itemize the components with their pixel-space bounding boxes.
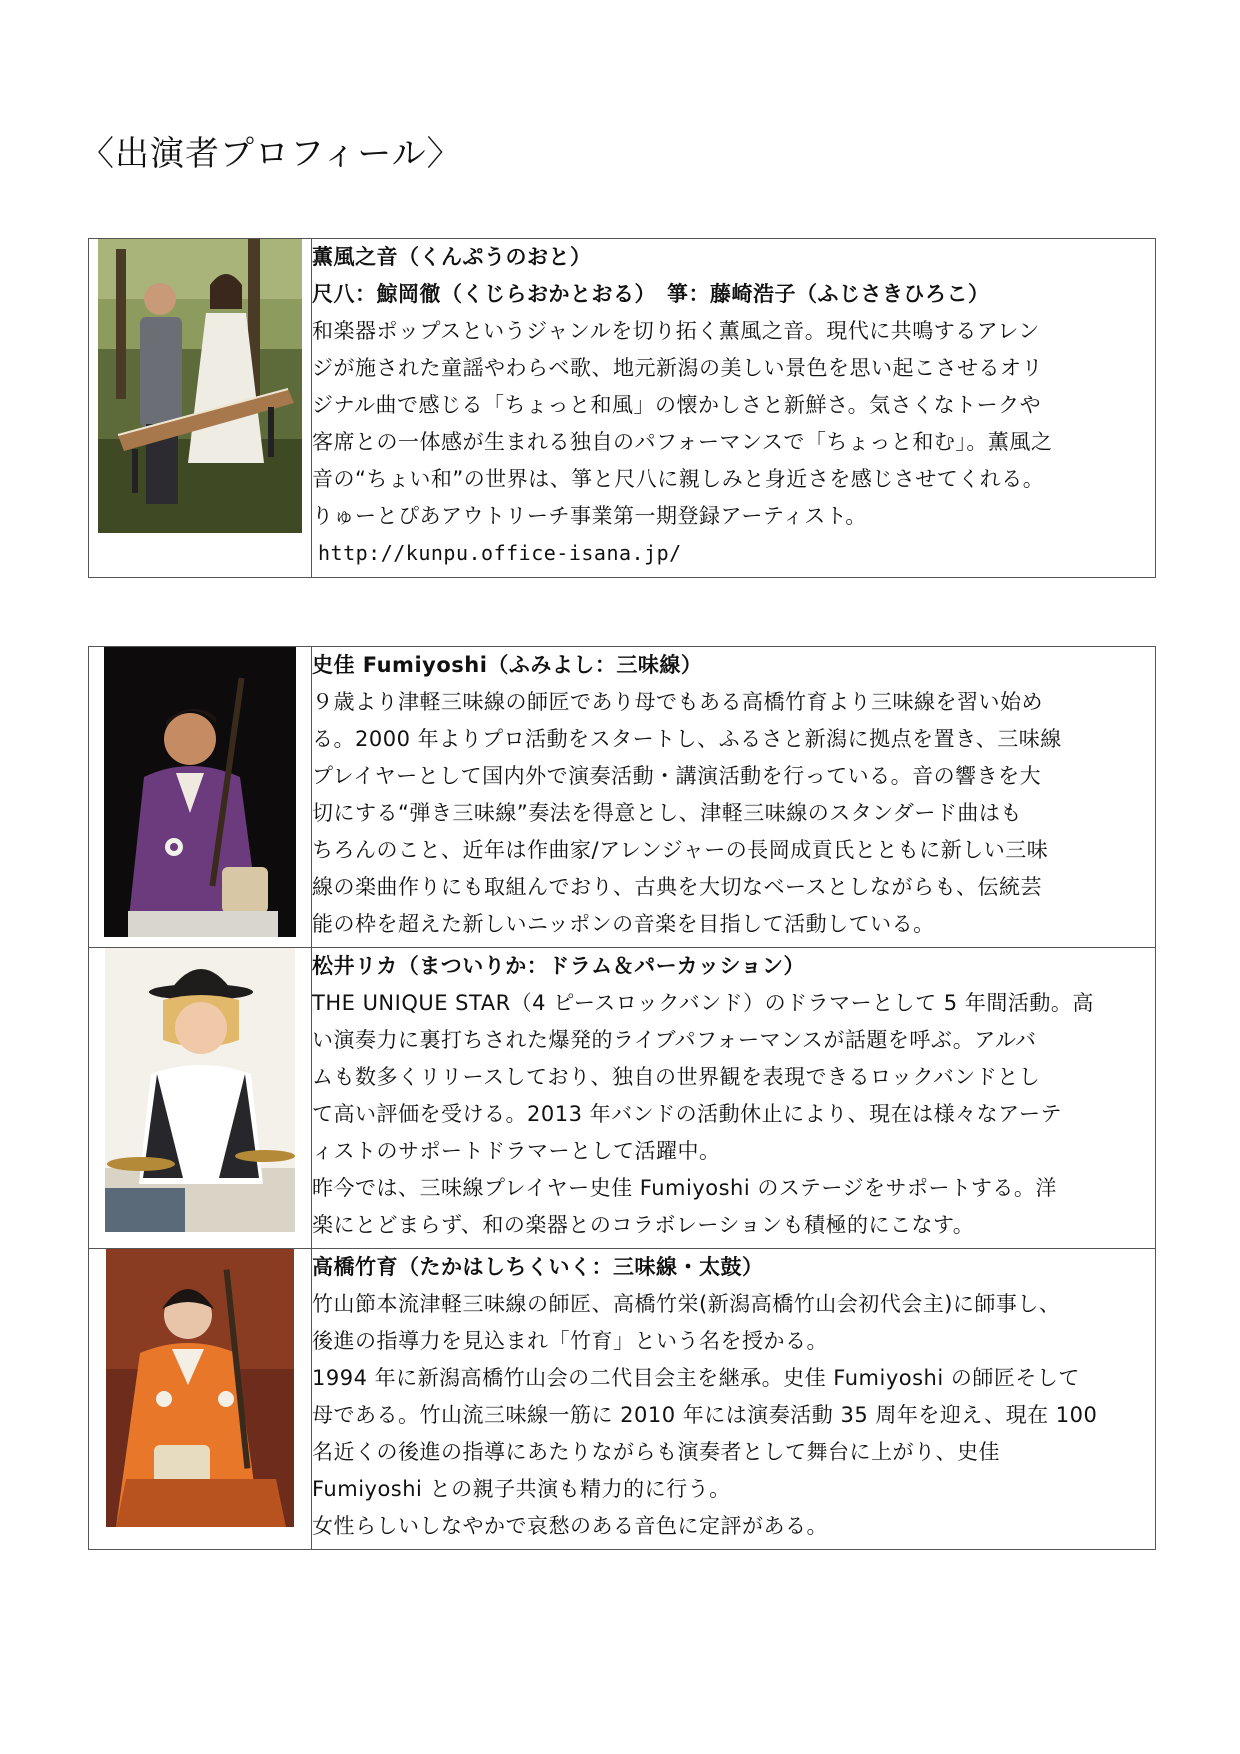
profile-heading: 高橋竹育（たかはしちくいく：三味線・太鼓） — [312, 1255, 764, 1279]
profile-row — [89, 647, 1156, 948]
profile-text-line: い演奏力に裏打ちされた爆発的ライブパフォーマンスが話題を呼ぶ。アルバ — [312, 1028, 1037, 1052]
profile-text-line: ９歳より津軽三味線の師匠であり母でもある高橋竹育より三味線を習い始め — [312, 690, 1043, 714]
profile-text-line: ムも数多くリリースしており、独自の世界観を表現できるロックバンドとし — [312, 1065, 1041, 1089]
profile-text-line: 名近くの後進の指導にあたりながらも演奏者として舞台に上がり、史佳 — [312, 1440, 1000, 1464]
profile-text-line: 楽にとどまらず、和の楽器とのコラボレーションも積極的にこなす。 — [312, 1213, 975, 1237]
profile-text-line: 昨今では、三味線プレイヤー史佳 Fumiyoshi のステージをサポートする。洋 — [312, 1176, 1057, 1200]
profile-text-line: りゅーとぴあアウトリーチ事業第一期登録アーティスト。 — [312, 504, 867, 528]
profile-text-line: Fumiyoshi との親子共演も精力的に行う。 — [312, 1477, 731, 1501]
profile-table-kunpu — [88, 238, 1156, 578]
page-title: 〈出演者プロフィール〉 — [80, 134, 462, 174]
profile-text-cell — [312, 948, 1156, 1249]
fumiyoshi-photo — [104, 647, 296, 937]
photo-cell — [89, 239, 312, 578]
profile-text-line: 後進の指導力を見込まれ「竹育」という名を授かる。 — [312, 1329, 828, 1353]
profile-text-line: 客席との一体感が生まれる独自のパフォーマンスで「ちょっと和む」。薫風之 — [312, 430, 1053, 454]
profile-text-line: 能の枠を超えた新しいニッポンの音楽を目指して活動している。 — [312, 912, 935, 936]
profile-heading: 史佳 Fumiyoshi（ふみよし：三味線） — [312, 653, 703, 677]
profile-row — [89, 1249, 1156, 1550]
profile-text-line: ジが施された童謡やわらべ歌、地元新潟の美しい景色を思い起こさせるオリ — [312, 356, 1043, 380]
photo-cell — [89, 1249, 312, 1550]
profile-text-line: 母である。竹山流三味線一筋に 2010 年には演奏活動 35 周年を迎え、現在 100 — [312, 1403, 1098, 1427]
profile-text-line: 竹山節本流津軽三味線の師匠、高橋竹栄(新潟高橋竹山会初代会主)に師事し、 — [312, 1292, 1061, 1316]
profile-url: http://kunpu.office-isana.jp/ — [318, 541, 682, 565]
profile-text-line: プレイヤーとして国内外で演奏活動・講演活動を行っている。音の響きを大 — [312, 764, 1042, 788]
profile-text-line: 切にする“弾き三味線”奏法を得意とし、津軽三味線のスタンダード曲はも — [312, 801, 1022, 825]
profile-row — [89, 948, 1156, 1249]
profile-text-line: THE UNIQUE STAR（4 ピースロックバンド）のドラマーとして 5 年間活動。高 — [312, 991, 1094, 1015]
profile-text-line: 線の楽曲作りにも取組んでおり、古典を大切なベースとしながらも、伝統芸 — [312, 875, 1042, 899]
profile-text-line: 1994 年に新潟高橋竹山会の二代目会主を継承。史佳 Fumiyoshi の師匠そして — [312, 1366, 1080, 1390]
matsui-photo — [105, 948, 295, 1232]
profile-text-line: ちろんのこと、近年は作曲家/アレンジャーの長岡成貢氏とともに新しい三味 — [312, 838, 1049, 862]
profile-text-line: ジナル曲で感じる「ちょっと和風」の懐かしさと新鮮さ。気さくなトークや — [312, 393, 1042, 417]
profile-text-cell — [312, 1249, 1156, 1550]
profile-heading: 薫風之音（くんぷうのおと） — [312, 245, 592, 269]
profile-text-cell — [312, 239, 1156, 578]
profile-table-performers — [88, 646, 1156, 1550]
profile-text-line: 和楽器ポップスというジャンルを切り拓く薫風之音。現代に共鳴するアレン — [312, 319, 1040, 343]
profile-heading: 尺八：鯨岡徹（くじらおかとおる） 箏：藤崎浩子（ふじさきひろこ） — [312, 282, 990, 306]
profile-text-line: 女性らしいしなやかで哀愁のある音色に定評がある。 — [312, 1514, 828, 1538]
takahashi-photo — [106, 1249, 294, 1527]
profile-text-line: て高い評価を受ける。2013 年バンドの活動休止により、現在は様々なアーテ — [312, 1102, 1062, 1126]
profile-text-line: ィストのサポートドラマーとして活躍中。 — [312, 1139, 721, 1163]
photo-cell — [89, 948, 312, 1249]
profile-heading: 松井リカ（まついりか：ドラム＆パーカッション） — [312, 954, 806, 978]
profile-row — [89, 239, 1156, 578]
profile-text-cell — [312, 647, 1156, 948]
photo-cell — [89, 647, 312, 948]
profile-text-line: 音の“ちょい和”の世界は、箏と尺八に親しみと身近さを感じさせてくれる。 — [312, 467, 1045, 491]
duo-photo — [98, 239, 302, 533]
profile-text-line: る。2000 年よりプロ活動をスタートし、ふるさと新潟に拠点を置き、三味線 — [312, 727, 1062, 751]
